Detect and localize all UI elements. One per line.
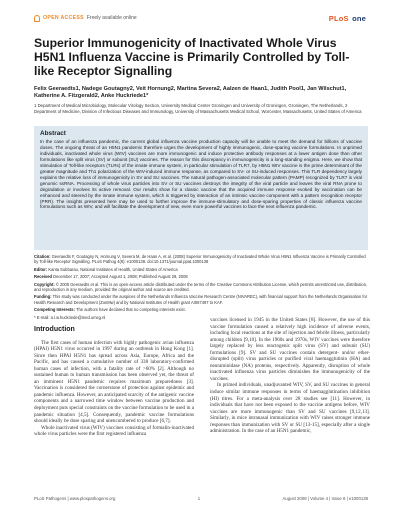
author-list: Felix Geeraedts1, Nadege Goutagny2, Veit Hornung2, Martina Severa2, Aalzen de Haan1, Judith Pool1, Jan Wilschut1, Katherine A. Fitzgerald2, Anke Huckriede1*	[34, 86, 347, 100]
citation-label: Citation:	[34, 254, 51, 259]
editor-label: Editor:	[34, 266, 48, 272]
body-paragraph: The first cases of human infection with highly pathogenic avian influenza (HPAI) H5N1 virus occurred in 1997 during an outbreak in Hong Kong [1]. Since then HPAI H5N1 has spread across Asia, Europe, Africa and the Pacific, and has caused a cumulative number of 338 laboratory-confirmed human cases of infection, with a fatality rate of >60% [2]. Although no sustained human to human transmission has been observed yet, the threat of an imminent H5N1 pandemic requires maximum preparedness [3]. Vaccination is considered the cornerstone of protection against epidemic and pandemic influenza. However, an anticipated scarcity of the antigenic vaccine components and a narrowed time window between vaccine production and deployment puts special constraints on the vaccine formulation to be used in a pandemic situation [4,5]. Consequently, pandemic vaccine formulations should ideally be dose sparing and unencumbered to produce [6,7].	[34, 339, 194, 425]
journal-logo-prefix: PLoS	[328, 13, 349, 23]
copyright-line	[34, 282, 368, 292]
page-header	[34, 14, 366, 22]
competing-line	[34, 307, 368, 312]
funding-line	[34, 294, 368, 304]
dates-text: December 17, 2007; Accepted August 1, 2008; Published August 29, 2008	[53, 274, 188, 280]
introduction-heading: Introduction	[34, 326, 75, 333]
competing-text: The authors have declared that no competing interests exist.	[76, 307, 186, 313]
citation-text: Geeraedts F, Goutagny N, Hornung V, Severa M, de Haan A, et al. (2008) Superior Immunogenicity of Inactivated Whole Virus H5N1 Influenza Vaccine is Primarily Controlled by Toll-like Receptor Signalling. PLoS Pathog 4(8): e1000138. doi:10.1371/journal.ppat.1000138	[34, 254, 366, 265]
competing-label: Competing Interests:	[34, 307, 75, 313]
funding-label: Funding:	[34, 294, 52, 300]
abstract-text: In the case of an influenza pandemic, the current global influenza vaccine production capacity will be unable to meet the demand for billions of vaccine doses. The ongoing threat of an H5N1 pandemic therefore urges the development of highly immunogenic, dose-sparing vaccine formulations. In unprimed individuals, inactivated whole virus (WIV) vaccines are more immunogenic and induce protective antibody responses at a lower antigen dose than other formulations like split virus (SV) or subunit (SU) vaccines. The reason for this discrepancy in immunogenicity is a long-standing enigma. Here, we show that stimulation of Toll-like receptors (TLRs) of the innate immune system, in particular stimulation of TLR7, by H5N1 WIV vaccine is the prime determinant of the greater magnitude and Th1 polarization of the WIV-induced immune response, as compared to SV- or SU-induced responses. This TLR dependency largely explains the relative loss of immunogenicity in SV and SU vaccines. The natural pathogen-associated molecular pattern (PAMP) recognized by TLR7 is viral genomic ssRNA. Processing of whole virus particles into SV or SU vaccines destroys the integrity of the viral particle and leaves the viral RNA prone to degradation or involves its active removal. Our results show for a classic vaccine that the acquired immune response evoked by vaccination can be enhanced and steered by the innate immune system, which is triggered by interaction of an intrinsic vaccine component with a pattern recognition receptor (PRR). The insights presented here may be used to further improve the immune-stimulatory and dose-sparing properties of classic influenza vaccine formulations such as WIV, and will facilitate the development of new, even more powerful vaccines to face the next influenza pandemic.	[40, 139, 362, 210]
dates-line	[34, 274, 368, 279]
body-column-left	[34, 327, 194, 438]
open-access-badge	[34, 15, 137, 22]
open-access-label: OPEN ACCESS	[43, 15, 84, 21]
open-lock-icon	[34, 15, 40, 22]
funding-text: This study was conducted under the auspices of the Netherlands Influenza Vaccine Research Centre (NIVAREC), with financial support from the Netherlands Organisation for Health Research and Development (ZonMw) and by National Institutes of Health grant AI067497 to KAF.	[34, 294, 368, 305]
body-column-right	[210, 317, 370, 435]
body-paragraph: Whole inactivated virus (WIV) vaccines consisting of formalin-inactivated whole virus particles were the first registered influenza	[34, 424, 194, 438]
email-line[interactable]: * E-mail: a.l.w.huckriede@med.umcg.nl	[34, 314, 106, 320]
page-footer	[34, 496, 368, 501]
affiliations: 1 Department of Medical Microbiology, Molecular Virology Section, University Medical Center Groningen and University of Groningen, Groningen, The Netherlands, 2 Department of Medicine, Division of Infectious Diseases and Immunology, University of Massachusetts Medical School, Worcester, Massachusetts, United States of America	[34, 103, 362, 114]
editor-text: Kanta Subbarao, National Institutes of Health, United States of America	[48, 266, 178, 272]
journal-logo-name: one	[352, 13, 366, 23]
abstract-heading: Abstract	[40, 130, 66, 137]
journal-logo[interactable]	[329, 14, 366, 23]
article-title: Superior Immunogenicity of Inactivated Whole Virus H5N1 Influenza Vaccine is Primarily Controlled by Toll-like Receptor Signalling	[34, 36, 350, 78]
open-access-subtitle: Freely available online	[86, 15, 137, 21]
body-paragraph: vaccines licensed in 1945 in the United States [8]. However, the use of this vaccine formulation caused a relatively high incidence of adverse events, including local reactions at the site of injection and febrile illness, particularly among children [9,10]. In the 1960s and 1970s, WIV vaccines were therefore largely replaced by less reactogenic split virus (SV) and subunit (SU) formulations [9]. SV and SU vaccines contain detergent- and/or ether-disrupted (split) virus particles or purified viral haemagglutinin (HA) and neuraminidase (NA) proteins, respectively. Apparently, disruption of whole inactivated influenza virus particles diminishes the immunogenicity of the vaccines.	[210, 317, 370, 382]
citation-line	[34, 254, 368, 264]
abstract-box	[34, 126, 368, 250]
copyright-label: Copyright:	[34, 281, 55, 287]
editor-line	[34, 267, 368, 272]
article-metadata	[34, 254, 368, 322]
dates-label: Received	[34, 274, 52, 280]
footer-issue: August 2008 | Volume 4 | Issue 8 | e1000138	[282, 496, 368, 501]
footer-journal[interactable]: PLoS Pathogens | www.plospathogens.org	[34, 496, 116, 501]
body-paragraph: In primed individuals, unadjuvanted WIV, SV, and SU vaccines in general induce similar immune responses in terms of haemagglutination inhibition (HI) titres. For a meta-analysis over 28 studies see [11]. However, in individuals that have not been exposed to the vaccine antigens before, WIV vaccines are more immunogenic than SV and SU vaccines [9,12,13]. Similarly, in mice intranasal immunization with WIV raises stronger immune responses than immunization with SV or SU [13-15], especially after a single administration. In the case of an H5N1 pandemic,	[210, 382, 370, 435]
page-number: 1	[197, 496, 201, 501]
copyright-text: © 2008 Geeraedts et al. This is an open-access article distributed under the terms of the Creative Commons Attribution License, which permits unrestricted use, distribution, and reproduction in any medium, provided the original author and source are credited.	[34, 281, 368, 292]
